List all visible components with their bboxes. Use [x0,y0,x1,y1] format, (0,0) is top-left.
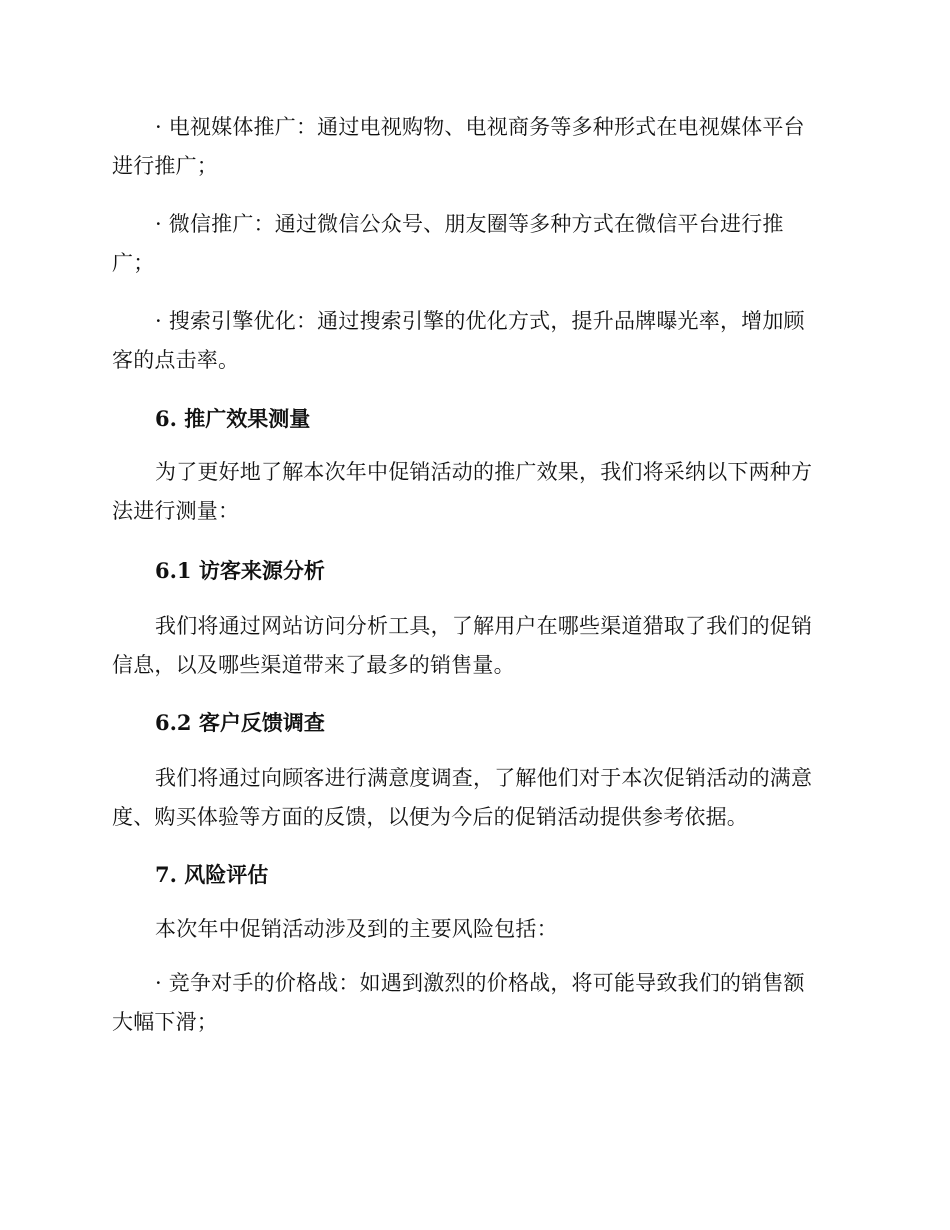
paragraph-measure-intro [112,453,832,531]
paragraph-line: · 搜索引擎优化：通过搜索引擎的优化方式，提升品牌曝光率，增加顾 [155,309,805,333]
paragraph-line: 广； [112,251,155,275]
paragraph-line: 度、购买体验等方面的反馈，以便为今后的促销活动提供参考依据。 [112,805,748,829]
paragraph-line: 为了更好地了解本次年中促销活动的推广效果，我们将采纳以下两种方 [155,460,813,484]
paragraph-line: 法进行测量： [112,499,240,523]
paragraph-customer-survey [112,759,832,837]
paragraph-line: 进行推广； [112,154,218,178]
paragraph-line: · 竞争对手的价格战：如遇到激烈的价格战，将可能导致我们的销售额 [155,971,805,995]
paragraph-line: 信息，以及哪些渠道带来了最多的销售量。 [112,653,515,677]
heading-section-7: 7. 风险评估 [155,862,269,887]
paragraph-line: · 微信推广：通过微信公众号、朋友圈等多种方式在微信平台进行推 [155,212,784,236]
paragraph-visitor-source [112,607,832,685]
paragraph-line: · 电视媒体推广：通过电视购物、电视商务等多种形式在电视媒体平台 [155,115,805,139]
heading-section-6-1: 6.1 访客来源分析 [155,558,325,583]
paragraph-line: 客的点击率。 [112,348,240,372]
paragraph-risk-intro [112,910,832,949]
paragraph-price-war [112,964,832,1042]
paragraph-seo [112,302,832,380]
paragraph-line: 我们将通过网站访问分析工具，了解用户在哪些渠道猎取了我们的促销 [155,614,813,638]
heading-section-6-2: 6.2 客户反馈调查 [155,710,325,735]
heading-section-6: 6. 推广效果测量 [155,406,311,431]
paragraph-line: 我们将通过向顾客进行满意度调查，了解他们对于本次促销活动的满意 [155,766,813,790]
paragraph-line: 大幅下滑； [112,1010,218,1034]
paragraph-wechat-promotion [112,205,832,283]
paragraph-line: 本次年中促销活动涉及到的主要风险包括： [155,917,558,941]
paragraph-tv-promotion [112,108,832,186]
